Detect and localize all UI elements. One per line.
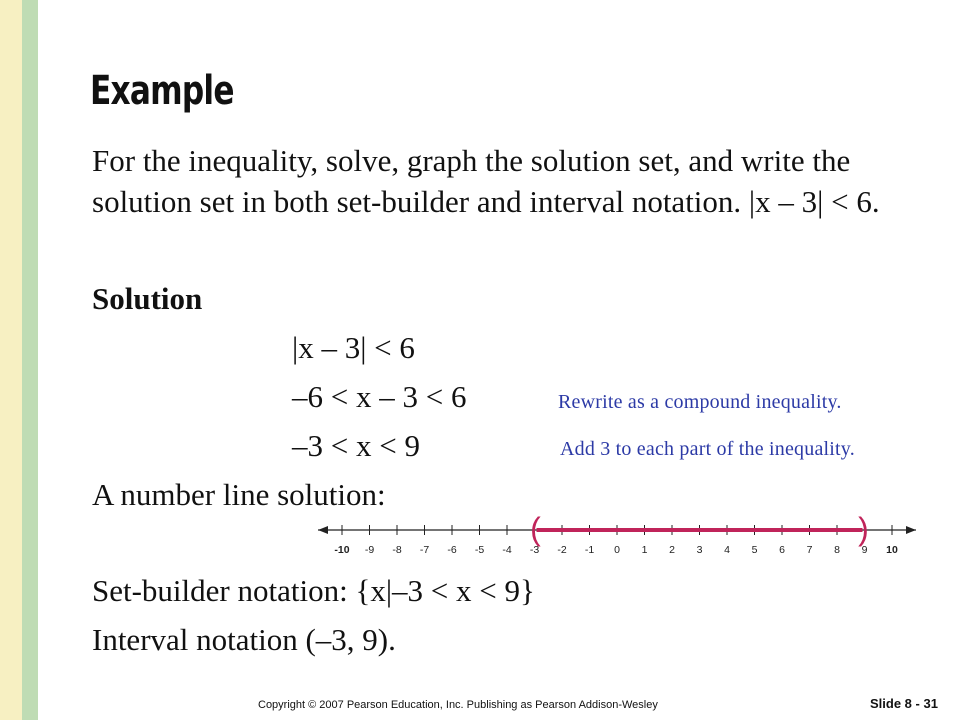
tick-label: -6 <box>447 544 457 556</box>
interval-notation: Interval notation (–3, 9). <box>92 622 396 657</box>
tick-label: 1 <box>641 544 648 556</box>
number-line-label: A number line solution: <box>92 477 386 512</box>
tick-label: -7 <box>419 544 430 556</box>
slide-title: Example <box>90 68 234 114</box>
step-2-note: Rewrite as a compound inequality. <box>558 391 842 413</box>
tick-label: 3 <box>696 544 703 556</box>
tick-label: 4 <box>724 544 730 556</box>
slide-number: Slide 8 - 31 <box>870 696 938 711</box>
open-right-endpoint: ) <box>858 511 869 547</box>
tick-label: 2 <box>669 544 675 556</box>
left-arrow-icon <box>318 526 328 534</box>
tick-label: 6 <box>779 544 785 556</box>
problem-statement: For the inequality, solve, graph the solution set, and write the solution set in both set-builder and interval notation. |x – 3| < 6. <box>92 143 880 219</box>
tick-label: -4 <box>502 544 512 556</box>
number-line <box>300 508 940 568</box>
step-2-expression: –6 < x – 3 < 6 <box>292 379 467 414</box>
tick-label: 7 <box>806 544 813 556</box>
tick-label: -8 <box>392 544 402 556</box>
tick-label: -5 <box>474 544 485 556</box>
tick-label: -2 <box>557 544 567 556</box>
step-3-expression: –3 < x < 9 <box>292 428 420 463</box>
set-builder-notation: Set-builder notation: {x|–3 < x < 9} <box>92 573 535 608</box>
tick-label: -9 <box>364 544 375 556</box>
tick-label: 10 <box>886 544 898 556</box>
solution-label: Solution <box>92 281 203 316</box>
tick-label: 9 <box>861 544 868 556</box>
step-1-expression: |x – 3| < 6 <box>292 330 415 365</box>
tick-label: -3 <box>529 544 540 556</box>
right-arrow-icon <box>906 526 916 534</box>
tick-label: -10 <box>334 544 350 556</box>
tick-label: 5 <box>751 544 758 556</box>
copyright-footer: Copyright © 2007 Pearson Education, Inc. Publishing as Pearson Addison-Wesley <box>258 699 658 711</box>
open-left-endpoint: ( <box>530 511 541 547</box>
tick-label: 0 <box>614 544 620 556</box>
tick-label: 8 <box>834 544 840 556</box>
tick-label: -1 <box>584 544 595 556</box>
left-accent-stripe <box>0 0 22 720</box>
left-accent-stripe-green <box>22 0 38 720</box>
step-3-note: Add 3 to each part of the inequality. <box>560 438 855 460</box>
